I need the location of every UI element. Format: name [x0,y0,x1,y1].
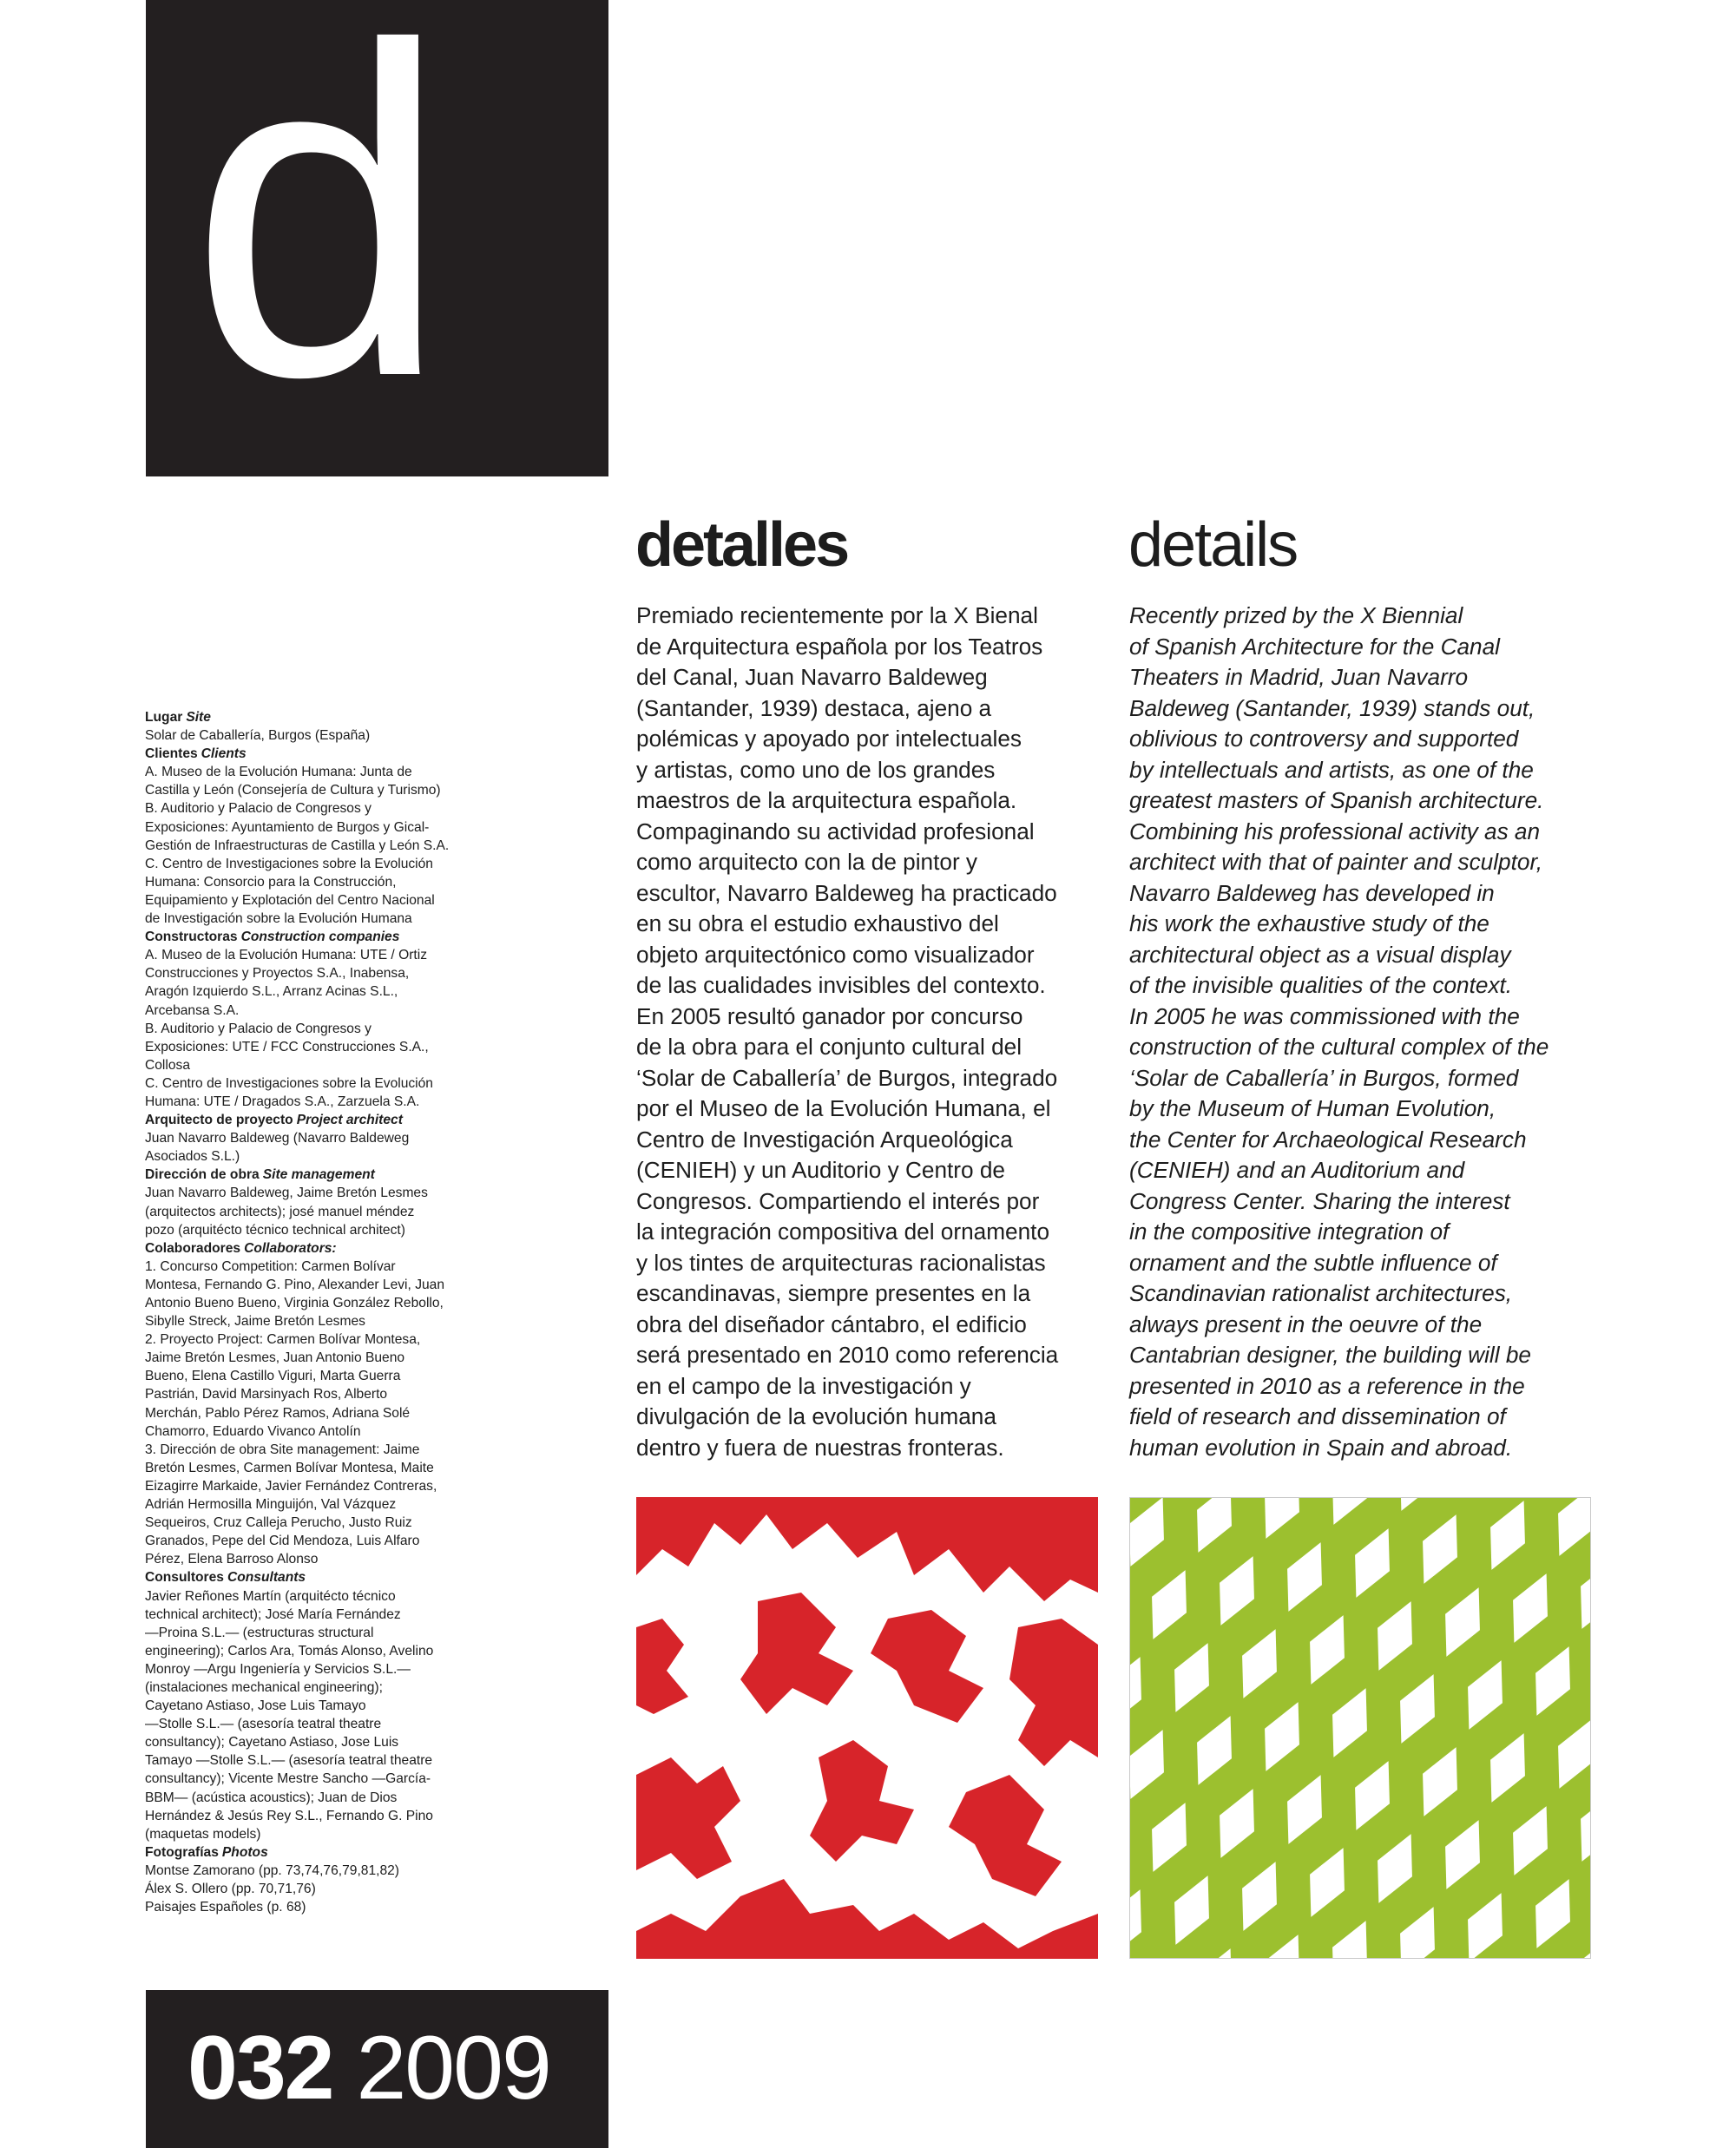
text-line: será presentado en 2010 como referencia [636,1342,1059,1368]
text-line: Asociados S.L.) [145,1149,240,1165]
credit-site [145,708,488,745]
text-line: de Arquitectura española por los Teatros [636,633,1043,660]
text-line: Arcebansa S.A. [145,1002,240,1018]
text-line: consultancy); Vicente Mestre Sancho —García- [145,1771,431,1787]
text-line: Juan Navarro Baldeweg (Navarro Baldeweg [145,1131,410,1146]
credit-heading: Clientes Clients [145,746,247,762]
text-line: Montse Zamorano (pp. 73,74,76,79,81,82) [145,1862,399,1878]
text-line: escandinavas, siempre presentes en la [636,1280,1031,1306]
text-line: por el Museo de la Evolución Humana, el [636,1095,1051,1121]
text-line: pozo (arquitécto técnico technical architect) [145,1222,405,1238]
text-line: in the compositive integration of [1129,1219,1450,1245]
credit-heading: Arquitecto de proyecto Project architect [145,1113,403,1128]
text-line: Hernández & Jesús Rey S.L., Fernando G. Pino [145,1808,433,1823]
issue-label [187,2018,550,2118]
text-line: Monroy —Argu Ingeniería y Servicios S.L.— [145,1661,411,1677]
text-line: escultor, Navarro Baldeweg ha practicado [636,879,1057,906]
text-line: Congresos. Compartiendo el interés por [636,1187,1040,1214]
text-line: Equipamiento y Explotación del Centro Nacional [145,892,435,908]
text-line: Humana: UTE / Dragados S.A., Zarzuela S.A. [145,1094,420,1109]
logo-letter: d [189,0,442,474]
credit-heading: Fotografías Photos [145,1844,268,1860]
text-line: the Center for Archaeological Research [1129,1126,1527,1153]
text-line: Castilla y León (Consejería de Cultura y Turismo) [145,783,441,798]
green-diamond-pattern-icon [1129,1497,1591,1959]
credit-lines [145,1587,488,1843]
text-line: B. Auditorio y Palacio de Congresos y [145,1021,372,1036]
issue-year: 2009 [356,2018,550,2118]
text-line: Javier Reñones Martín (arquitécto técnico [145,1588,396,1604]
text-line: of the invisible qualities of the context. [1129,972,1513,998]
text-line: (arquitectos architects); josé manuel méndez [145,1204,415,1219]
text-line: Collosa [145,1057,191,1073]
text-line: Pérez, Elena Barroso Alonso [145,1552,319,1567]
text-line: —Proina S.L.— (estructuras structural [145,1625,374,1640]
text-line: Cantabrian designer, the building will be [1129,1342,1531,1368]
text-line: construction of the cultural complex of the [1129,1034,1549,1060]
credits-column [145,708,488,1916]
red-organic-pattern-image [636,1497,1098,1959]
text-line: ‘Solar de Caballería’ de Burgos, integrado [636,1064,1058,1091]
text-line: Theaters in Madrid, Juan Navarro [1129,664,1469,690]
text-line: Antonio Bueno Bueno, Virginia González Rebollo, [145,1296,444,1310]
text-line: Tamayo —Stolle S.L.— (asesoría teatral theatre [145,1753,433,1769]
text-line: Premiado recientemente por la X Bienal [636,602,1038,628]
text-line: presented in 2010 as a reference in the [1129,1372,1525,1399]
text-line: always present in the oeuvre of the [1129,1310,1483,1337]
body-text-english [1129,601,1598,1463]
text-line: Gestión de Infraestructuras de Castilla y León S.A. [145,838,450,853]
text-line: ornament and the subtle influence of [1129,1249,1497,1276]
text-line: Baldeweg (Santander, 1939) stands out, [1129,694,1535,721]
credit-heading: Consultores Consultants [145,1570,306,1586]
text-line: Eizagirre Markaide, Javier Fernández Contreras, [145,1478,437,1494]
heading-english: details [1128,510,1298,580]
text-line: Bretón Lesmes, Carmen Bolívar Montesa, Maite [145,1460,434,1475]
credit-clients [145,745,488,928]
credit-construction [145,928,488,1111]
text-line: maestros de la arquitectura española. [636,787,1017,813]
text-line: greatest masters of Spanish architecture. [1129,787,1544,813]
text-line: C. Centro de Investigaciones sobre la Evolución [145,1075,433,1091]
text-line: oblivious to controversy and supported [1129,726,1519,752]
text-line: his work the exhaustive study of the [1129,910,1489,936]
text-line: engineering); Carlos Ara, Tomás Alonso, Avelino [145,1643,434,1659]
text-line: (CENIEH) y un Auditorio y Centro de [636,1157,1005,1183]
text-line: como arquitecto con la de pintor y [636,849,978,875]
issue-block [146,1990,608,2148]
text-line: de Investigación sobre la Evolución Humana [145,911,412,927]
text-line: divulgación de la evolución humana [636,1403,996,1429]
text-line: Adrián Hermosilla Minguijón, Val Vázquez [145,1497,397,1513]
text-line: En 2005 resultó ganador por concurso [636,1002,1023,1029]
text-line: Centro de Investigación Arqueológica [636,1126,1013,1153]
logo-block [146,0,608,476]
text-line: en su obra el estudio exhaustivo del [636,910,999,936]
text-line: (instalaciones mechanical engineering); [145,1679,383,1695]
text-line: 1. Concurso Competition: Carmen Bolívar [145,1258,396,1274]
text-line: BBM— (acústica acoustics); Juan de Dios [145,1790,398,1805]
text-line: Navarro Baldeweg has developed in [1129,879,1495,906]
text-line: by the Museum of Human Evolution, [1129,1095,1496,1121]
text-line: Combining his professional activity as an [1129,818,1541,844]
text-line: de la obra para el conjunto cultural del [636,1034,1023,1060]
red-organic-pattern-icon [636,1497,1098,1959]
text-line: human evolution in Spain and abroad. [1129,1434,1513,1461]
text-line: architect with that of painter and sculptor, [1129,849,1543,875]
text-line: Pastrián, David Marsinyach Ros, Alberto [145,1387,388,1402]
text-line: (Santander, 1939) destaca, ajeno a [636,694,992,721]
red-blob-shape [1009,1619,1098,1766]
text-line: architectural object as a visual display [1129,941,1511,968]
text-line: (CENIEH) and an Auditorium and [1129,1157,1465,1183]
credit-lines [145,946,488,1111]
text-line: Scandinavian rationalist architectures, [1129,1280,1513,1306]
text-line: Paisajes Españoles (p. 68) [145,1900,306,1915]
text-line: field of research and dissemination of [1129,1403,1506,1429]
text-line: de las cualidades invisibles del contexto. [636,972,1046,998]
heading-spanish: detalles [635,510,848,580]
text-line: Aragón Izquierdo S.L., Arranz Acinas S.L., [145,984,398,1000]
credit-collaborators [145,1239,488,1569]
text-line: objeto arquitectónico como visualizador [636,941,1035,968]
text-line: en el campo de la investigación y [636,1372,971,1399]
text-line: by intellectuals and artists, as one of the [1129,756,1534,783]
text-line: B. Auditorio y Palacio de Congresos y [145,801,372,817]
credit-heading: Constructoras Construction companies [145,929,400,945]
credit-lines [145,1258,488,1569]
text-line: 2. Proyecto Project: Carmen Bolívar Montesa, [145,1332,421,1348]
text-line: Granados, Pepe del Cid Mendoza, Luis Alfaro [145,1534,420,1549]
text-line: ‘Solar de Caballería’ in Burgos, formed [1129,1064,1519,1091]
green-diamond-pattern-image [1129,1497,1591,1959]
text-line: A. Museo de la Evolución Humana: UTE / Ortiz [145,948,428,963]
body-text-spanish [636,601,1105,1463]
text-line: Cayetano Astiaso, Jose Luis Tamayo [145,1698,366,1714]
credit-lines [145,763,488,928]
text-line: Sibylle Streck, Jaime Bretón Lesmes [145,1314,365,1330]
text-line: Jaime Bretón Lesmes, Juan Antonio Bueno [145,1350,405,1366]
credit-site-management [145,1166,488,1238]
text-line: A. Museo de la Evolución Humana: Junta de [145,765,412,780]
text-line: Bueno, Elena Castillo Viguri, Marta Guerra [145,1369,401,1384]
credit-heading: Colaboradores Collaborators: [145,1240,337,1256]
credit-heading: Dirección de obra Site management [145,1167,375,1183]
credit-project-architect [145,1111,488,1166]
text-line: Chamorro, Eduardo Vivanco Antolín [145,1423,361,1439]
issue-number: 032 [187,2018,333,2118]
credit-line: Solar de Caballería, Burgos (España) [145,728,371,744]
text-line: —Stolle S.L.— (asesoría teatral theatre [145,1717,382,1732]
text-line: y los tintes de arquitecturas racionalistas [636,1249,1046,1276]
text-line: del Canal, Juan Navarro Baldeweg [636,664,988,690]
text-line: consultancy); Cayetano Astiaso, Jose Luis [145,1735,399,1751]
text-line: Montesa, Fernando G. Pino, Alexander Levi, Juan [145,1277,445,1292]
credit-lines [145,1184,488,1238]
text-line: In 2005 he was commissioned with the [1129,1002,1520,1029]
text-line: la integración compositiva del ornamento [636,1219,1050,1245]
text-line: C. Centro de Investigaciones sobre la Evolución [145,856,433,871]
text-line: polémicas y apoyado por intelectuales [636,726,1022,752]
credit-lines [145,1862,488,1916]
text-line: obra del diseñador cántabro, el edificio [636,1310,1027,1337]
text-line: (maquetas models) [145,1826,261,1842]
credit-photos [145,1843,488,1916]
credit-heading: Lugar Site [145,710,211,725]
text-line: y artistas, como uno de los grandes [636,756,996,783]
text-line: Humana: Consorcio para la Construcción, [145,874,397,890]
credit-lines [145,1129,488,1166]
text-line: 3. Dirección de obra Site management: Jaime [145,1442,420,1457]
text-line: Merchán, Pablo Pérez Ramos, Adriana Solé [145,1405,411,1421]
text-line: technical architect); José María Fernández [145,1606,401,1622]
text-line: Construcciones y Proyectos S.A., Inabensa, [145,966,410,982]
text-line: Exposiciones: Ayuntamiento de Burgos y Gical- [145,819,430,835]
text-line: Exposiciones: UTE / FCC Construcciones S.A., [145,1039,429,1054]
text-line: Congress Center. Sharing the interest [1129,1187,1510,1214]
credit-consultants [145,1568,488,1843]
text-line: Recently prized by the X Biennial [1129,602,1463,628]
text-line: Álex S. Ollero (pp. 70,71,76) [145,1882,316,1896]
text-line: Juan Navarro Baldeweg, Jaime Bretón Lesmes [145,1186,428,1201]
text-line: Sequeiros, Cruz Calleja Perucho, Justo Ruiz [145,1515,412,1531]
text-line: dentro y fuera de nuestras fronteras. [636,1434,1004,1461]
text-line: of Spanish Architecture for the Canal [1129,633,1500,660]
text-line: Compaginando su actividad profesional [636,818,1035,844]
